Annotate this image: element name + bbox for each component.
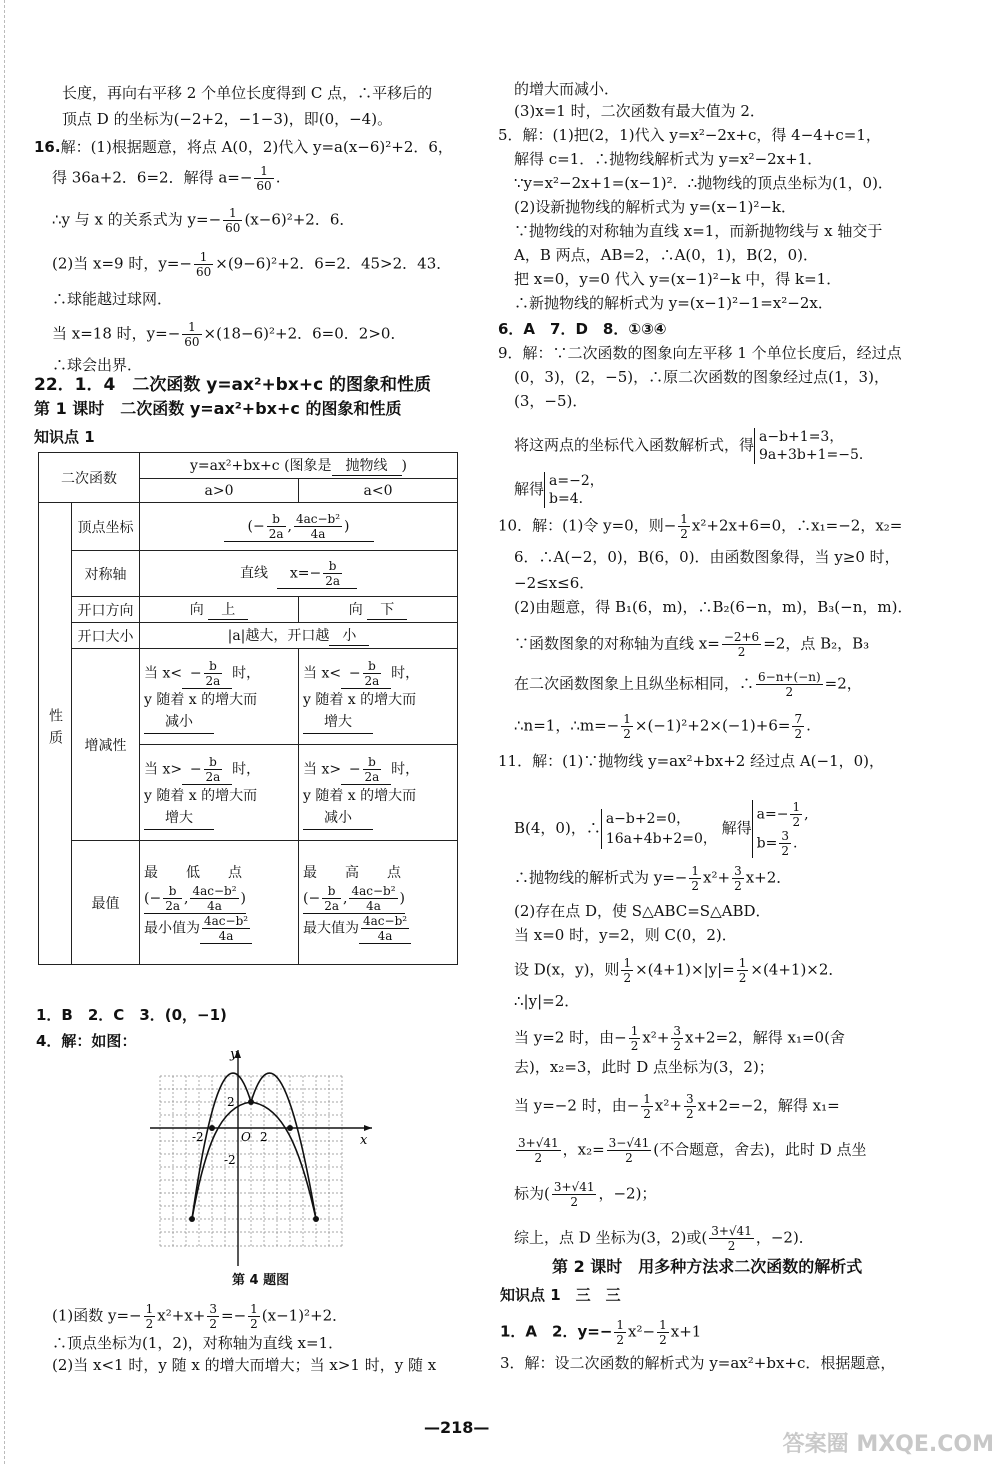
q9-line: 9．解：∵二次函数的图象向左平移 1 个单位长度后，经过点 — [498, 344, 902, 362]
q4-heading: 4．解：如图： — [36, 1032, 137, 1050]
knowledge-point-label: 知识点 1 — [34, 428, 95, 446]
opening-up: 向 上 — [140, 597, 299, 623]
text-line: ∴球能越过球网． — [52, 290, 173, 308]
text: 得 36a+2．6=2．解得 a=− — [52, 168, 253, 187]
q16-number: 16. — [34, 138, 61, 156]
watermark: 答案圈 MXQE.COM — [782, 1432, 994, 1457]
text-line: ∵y=x²−2x+1=(x−1)²．∴抛物线的顶点坐标为(1，0)． — [514, 174, 893, 192]
q11-line: ∴抛物线的解析式为 y=− $\frac{1}{2}$ x²+ $\frac{3}{2}$ x+2． — [514, 864, 792, 893]
text-line: (0，3)，(2，−5)，∴原二次函数的图象经过点(1，3)， — [514, 368, 889, 386]
y-label: y — [230, 1047, 238, 1062]
text-line: 当 x=0 时，y=2，则 C(0，2)． — [514, 926, 737, 944]
q10-line: 10．解：(1)令 y=0，则− $\frac{1}{2}$ x²+2x+6=0，∴x₁=−2，x₂= — [498, 512, 903, 541]
table-header-cell: 二次函数 — [39, 453, 140, 503]
answers-1-3: 1．B 2．C 3．(0，−1) — [36, 1006, 227, 1024]
q11-line: 标为( $\frac{3+√41}{2}$ ，−2)； — [514, 1180, 657, 1209]
knowledge-point-2: 知识点 1 三 三 — [500, 1286, 621, 1304]
table-header-cell: y=ax²+bx+c (图象是 抛物线 ) — [140, 453, 458, 479]
q11-line: 设 D(x，y)，则 $\frac{1}{2}$ ×(4+1)×|y|= $\frac{1}{2}$ ×(4+1)×2． — [514, 956, 844, 985]
a-positive-header: a>0 — [140, 479, 299, 503]
text-line: 把 x=0，y=0 代入 y=(x−1)²−k 中，得 k=1． — [514, 270, 842, 288]
axis-label: 对称轴 — [72, 551, 140, 597]
page-number: —218— — [424, 1418, 490, 1437]
properties-table — [38, 452, 458, 965]
q9-system: 将这两点的坐标代入函数解析式，得 a−b+1=3， 9a+3b+1=−5． — [514, 429, 873, 463]
q11-line: 当 y=2 时，由− $\frac{1}{2}$ x²+ $\frac{3}{2}$ x+2=2，解得 x₁=0(舍 — [514, 1024, 845, 1053]
opening-size-value: |a|越大，开口越 小 — [140, 623, 458, 649]
q16-line: ∴y 与 x 的关系式为 y=− $\frac{1}{60}$ (x−6)²+2．6． — [52, 206, 355, 235]
q4-line: (1)函数 y=− $\frac{1}{2}$ x²+x+ $\frac{3}{2}$ =− $\frac{1}{2}$ (x−1)²+2． — [52, 1302, 348, 1331]
max-cell: 最 高 点 (− $\frac{b}{2a}$ , $\frac{\text{4ac−b²}}{4a}$ ) 最大值为 $\frac{\text{4ac−b²}}{4a}$ — [299, 841, 458, 965]
text-line: 去)，x₂=3，此时 D 点坐标为(3，2)； — [514, 1058, 774, 1076]
q16-line: 当 x=18 时，y=− $\frac{1}{60}$ ×(18−6)²+2．6=0．2>0． — [52, 320, 406, 349]
text-line: ∴顶点坐标为(1，2)，对称轴为直线 x=1． — [52, 1334, 344, 1352]
text-line: (2)存在点 D，使 S△ABC=S△ABD． — [514, 902, 771, 920]
mono-cell: 当 x> − $\frac{b}{2a}$ 时， y 随着 x 的增大而 减小 — [299, 745, 458, 841]
lesson-heading: 第 1 课时 二次函数 y=ax²+bx+c 的图象和性质 — [34, 399, 402, 418]
answers-6-8: 6．A 7．D 8．①③④ — [498, 320, 667, 338]
text-line: 顶点 D 的坐标为(−2+2，−1−3)，即(0，−4)。 — [62, 110, 393, 128]
mono-cell: 当 x< − $\frac{b}{2a}$ 时， y 随着 x 的增大而 减小 — [140, 649, 299, 745]
text-line: (2)由题意，得 B₁(6，m)，∴B₂(6−n，m)，B₃(−n，m)． — [514, 598, 913, 616]
q10-line: ∴n=1，∴m=− $\frac{1}{2}$ ×(−1)²+2×(−1)+6= $\frac{7}{2}$ . — [514, 712, 811, 741]
q11-line: 综上，点 D 坐标为(3，2)或( $\frac{3+√41}{2}$ ，−2)． — [514, 1224, 814, 1253]
figure-caption: 第 4 题图 — [232, 1273, 290, 1288]
text-line: 长度，再向右平移 2 个单位长度得到 C 点，∴平移后的 — [62, 84, 433, 102]
text-line: ∵抛物线的对称轴为直线 x=1，而新抛物线与 x 轴交于 — [514, 222, 883, 240]
text-line: (2)设新抛物线的解析式为 y=(x−1)²−k． — [514, 198, 797, 216]
q11-line: 当 y=−2 时，由− $\frac{1}{2}$ x²+ $\frac{3}{2}$ x+2=−2，解得 x₁= — [514, 1092, 840, 1121]
text-line: ∴|y|=2． — [514, 992, 580, 1010]
mono-cell: 当 x< − $\frac{b}{2a}$ 时， y 随着 x 的增大而 增大 — [299, 649, 458, 745]
monotonicity-label: 增减性 — [72, 649, 140, 841]
tick-label: 2 — [260, 1130, 268, 1144]
fraction: $\frac{1}{60}$ — [195, 250, 212, 279]
text-line: 6．∴A(−2，0)，B(6，0)．由函数图象得，当 y≥0 时， — [514, 548, 900, 566]
tick-label: -2 — [224, 1153, 236, 1167]
text-line: ∴新抛物线的解析式为 y=(x−1)²−1=x²−2x． — [514, 294, 833, 312]
text-line: −2≤x≤6． — [514, 574, 595, 592]
property-label: 性质 — [39, 503, 72, 965]
fraction: $\frac{1}{60}$ — [184, 320, 200, 349]
a-negative-header: a<0 — [299, 479, 458, 503]
q11-line: $\frac{3+√41}{2}$ ，x₂= $\frac{3-√41}{2}$ (不合题意，舍去)，此时 D 点坐 — [518, 1136, 867, 1165]
text-line: 的增大而减小． — [514, 80, 620, 98]
tick-label: -2 — [192, 1130, 204, 1144]
text-line: ∴球会出界． — [52, 356, 143, 374]
vertex-value: (− $\frac{b}{2a}$ , $\frac{\text{4ac−b²}}{4a}$ ) — [140, 503, 458, 551]
text-line: A，B 两点，AB=2，∴A(0，1)，B(2，0)． — [514, 246, 819, 264]
fraction: $\frac{1}{60}$ — [256, 164, 272, 193]
text-line: (3，−5)． — [514, 392, 588, 410]
min-cell: 最 低 点 (− $\frac{b}{2a}$ , $\frac{\text{4ac−b²}}{4a}$ ) 最小值为 $\frac{\text{4ac−b²}}{4a}$ — [140, 841, 299, 965]
section-heading: 22．1．4 二次函数 y=ax²+bx+c 的图象和性质 — [34, 375, 432, 395]
q3-line: 3．解：设二次函数的解析式为 y=ax²+bx+c．根据题意， — [500, 1354, 896, 1372]
origin-label: O — [241, 1130, 251, 1144]
opening-size-label: 开口大小 — [72, 623, 140, 649]
parabola-figure — [150, 1046, 380, 1272]
q16-line — [34, 138, 453, 156]
q5-line: 5．解：(1)把(2，1)代入 y=x²−2x+c，得 4−4+c=1， — [498, 126, 881, 144]
text-line: (2)当 x<1 时，y 随 x 的增大而增大；当 x>1 时，y 随 x — [52, 1356, 437, 1374]
fraction: $\frac{1}{60}$ — [225, 206, 241, 235]
mono-cell: 当 x> − $\frac{b}{2a}$ 时， y 随着 x 的增大而 增大 — [140, 745, 299, 841]
vertex-label: 顶点坐标 — [72, 503, 140, 551]
q11-line: 11．解：(1)∵抛物线 y=ax²+bx+2 经过点 A(−1，0)， — [498, 752, 885, 770]
text-line: 解得 c=1．∴抛物线解析式为 y=x²−2x+1． — [514, 150, 823, 168]
lesson-2-heading: 第 2 课时 用多种方法求二次函数的解析式 — [552, 1257, 863, 1276]
binding-line — [4, 0, 5, 1464]
opening-down: 向 下 — [299, 597, 458, 623]
q16-text: 解：(1)根据题意，将点 A(0，2)代入 y=a(x−6)²+2．6， — [60, 138, 453, 156]
axis-value: 直线 x=− $\frac{b}{2a}$ — [140, 551, 458, 597]
opening-direction-label: 开口方向 — [72, 597, 140, 623]
q11-system: B(4，0)，∴ a−b+2=0， 16a+4b+2=0， 解得a=− $\frac{1}{2}$ , b= $\frac{3}{2}$ . — [514, 800, 809, 858]
q16-line: (2)当 x=9 时，y=− $\frac{1}{60}$ ×(9−6)²+2．6=2．45>2．43． — [52, 250, 452, 279]
q16-line: 得 36a+2．6=2．解得 a=− $\frac{1}{60}$ . — [52, 164, 281, 193]
tick-label: 2 — [227, 1095, 235, 1109]
q10-line: ∵函数图象的对称轴为直线 x= $\frac{-2+6}{2}$ =2，点 B₂，B₃ — [514, 630, 870, 659]
x-label: x — [360, 1133, 368, 1148]
extreme-label: 最值 — [72, 841, 140, 965]
q9-solution: 解得 a=−2， b=4． — [514, 473, 604, 507]
answers-1-2: 1．A 2．y=− $\frac{1}{2}$ x²− $\frac{1}{2}$ x+1 — [500, 1318, 702, 1347]
q10-line: 在二次函数图象上且纵坐标相同，∴ $\frac{6-n+(-n)}{2}$ =2， — [514, 670, 862, 699]
text-line: (3)x=1 时，二次函数有最大值为 2． — [514, 102, 765, 120]
